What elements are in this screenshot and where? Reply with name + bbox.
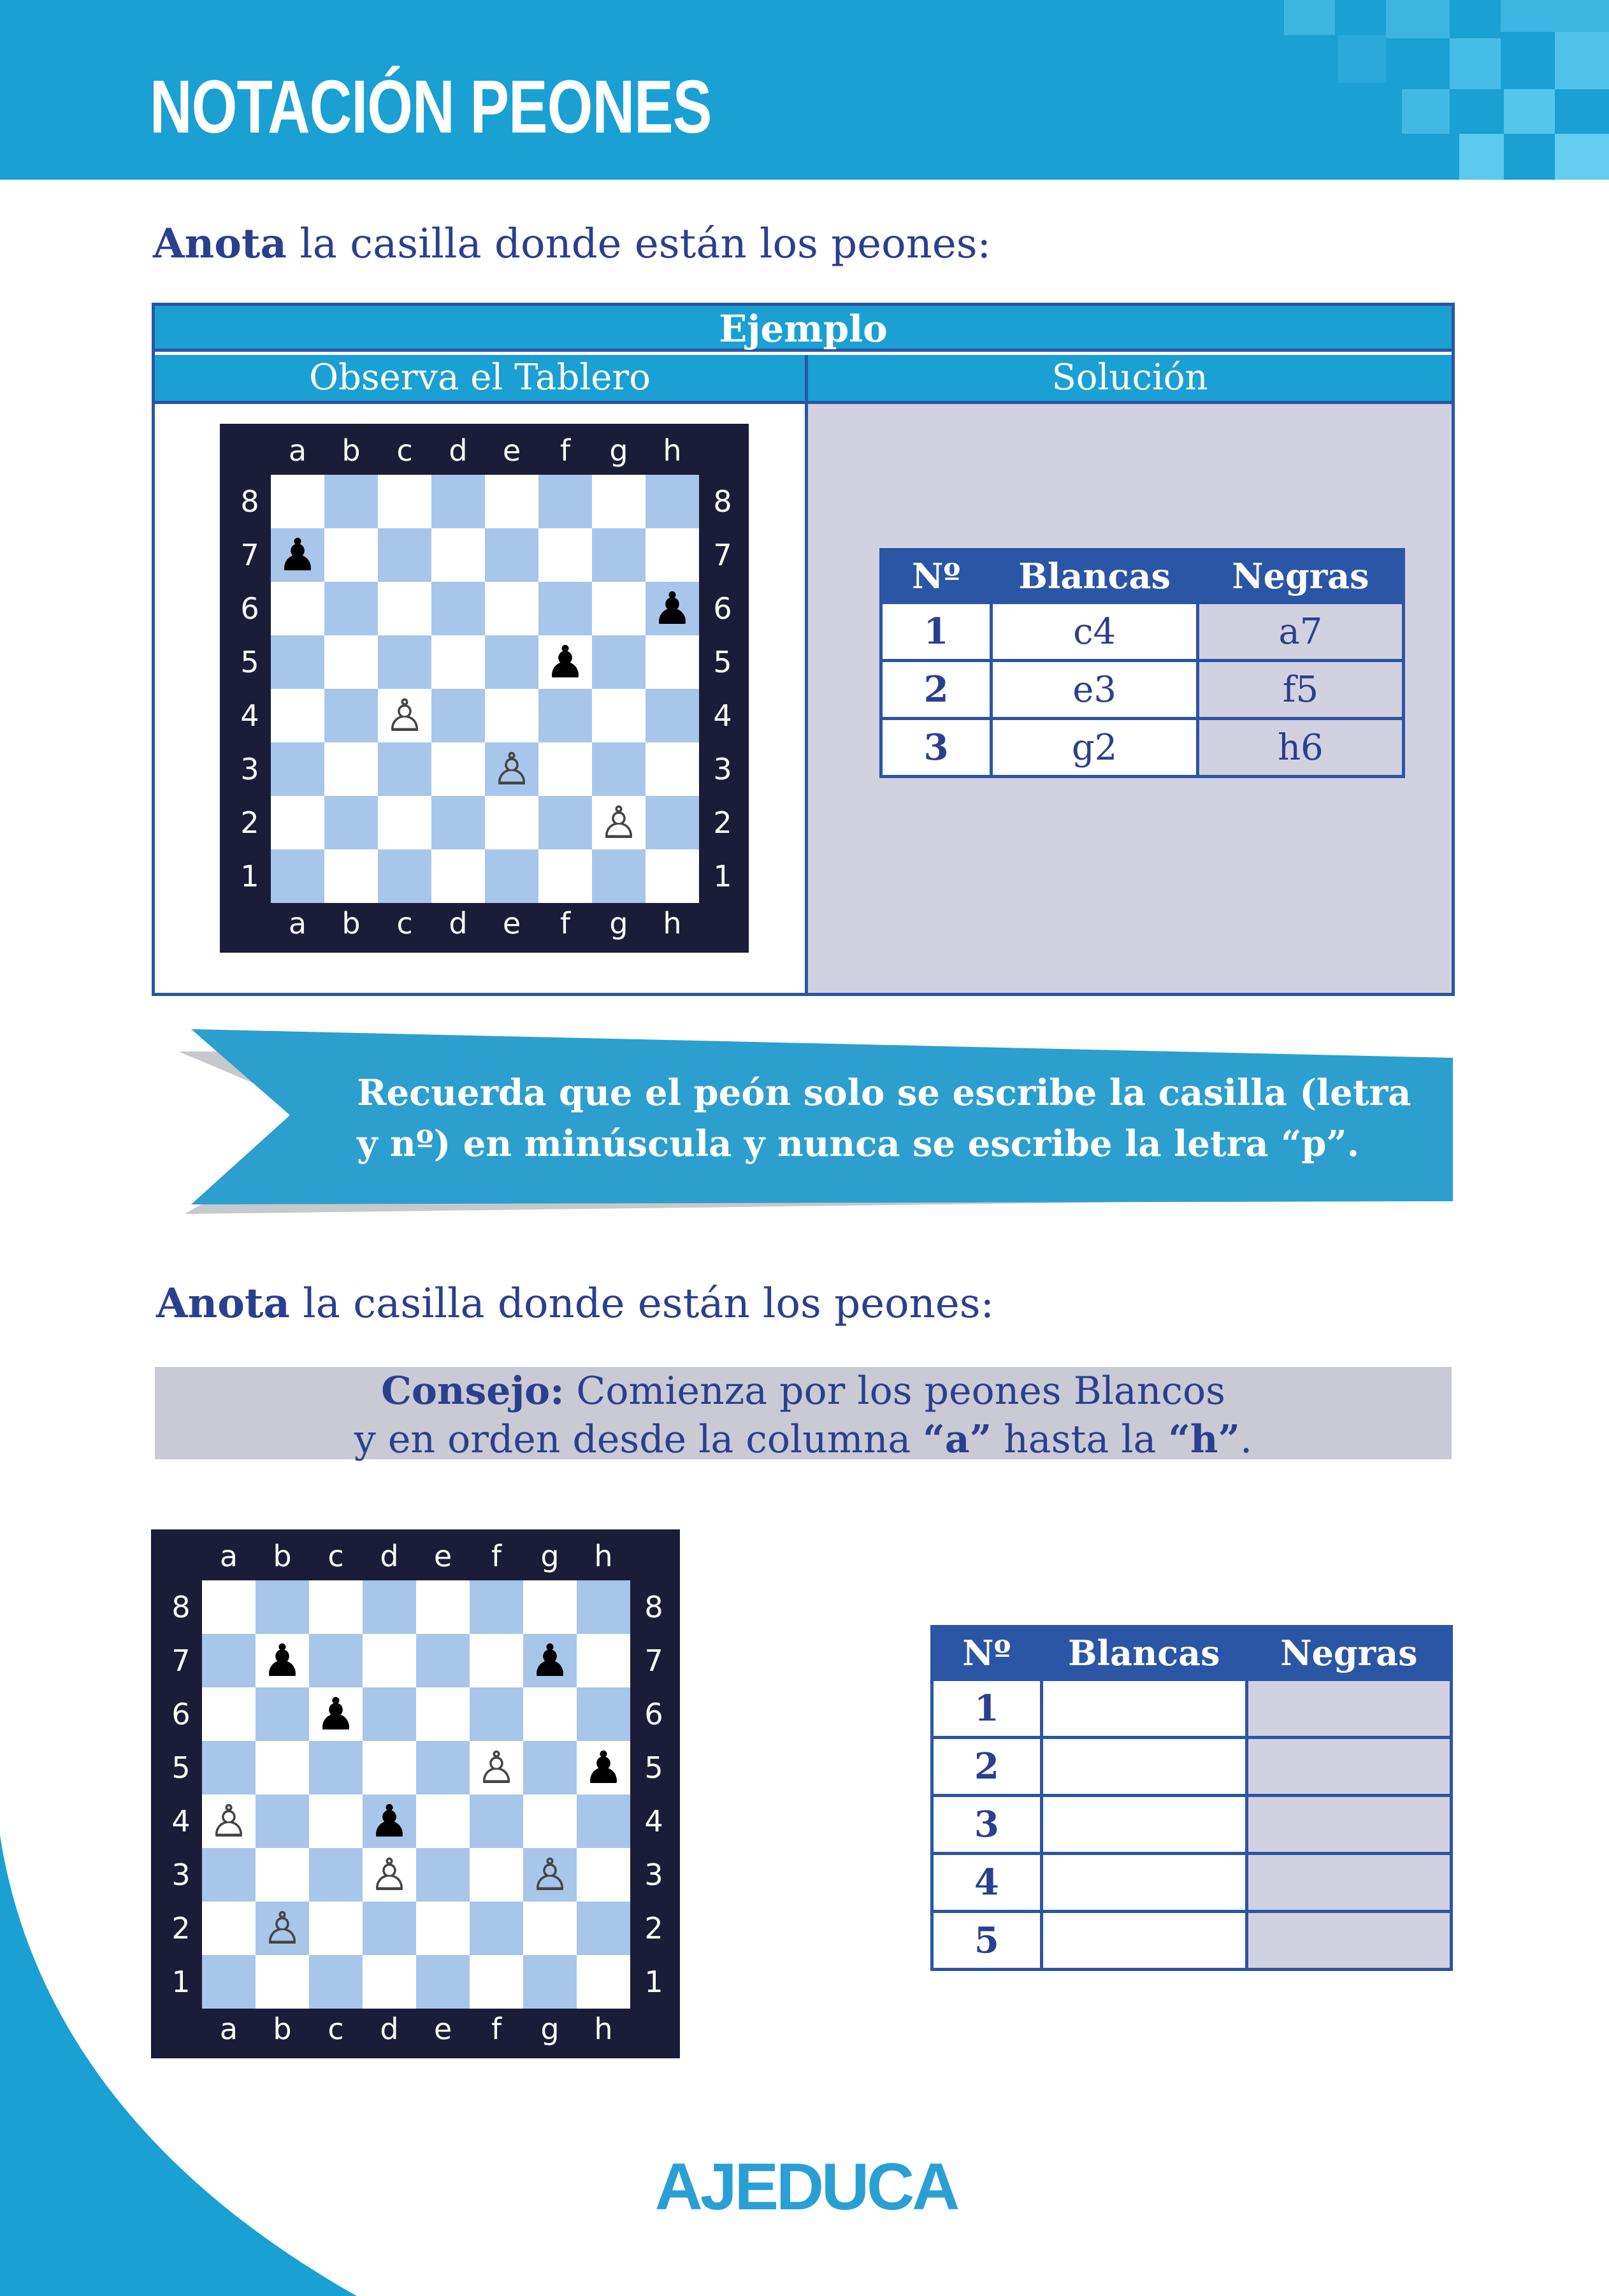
square-d3 bbox=[431, 742, 485, 796]
square-h1 bbox=[646, 849, 699, 903]
black-answer-input[interactable] bbox=[1246, 1738, 1451, 1796]
white-pawn-icon: ♙ bbox=[598, 797, 639, 849]
square-d4 bbox=[431, 689, 485, 742]
table-row bbox=[932, 1854, 1452, 1912]
square-g5 bbox=[592, 635, 646, 689]
square-e7 bbox=[416, 1634, 470, 1687]
rank-label: 7 bbox=[240, 538, 259, 572]
file-label: e bbox=[433, 1539, 452, 1573]
square-b3 bbox=[256, 1848, 309, 1902]
black-pawn-icon: ♟ bbox=[530, 1635, 570, 1687]
row-number: 1 bbox=[881, 603, 992, 661]
rank-label: 3 bbox=[713, 752, 732, 786]
rank-label: 2 bbox=[240, 805, 259, 840]
row-number: 4 bbox=[932, 1854, 1042, 1912]
white-pawn-icon: ♙ bbox=[491, 743, 532, 795]
row-number: 3 bbox=[881, 719, 992, 777]
file-label: d bbox=[449, 906, 468, 941]
square-f8 bbox=[470, 1580, 523, 1634]
square-g1 bbox=[592, 849, 646, 903]
black-pawn-icon: ♟ bbox=[277, 529, 318, 581]
file-label: e bbox=[433, 2012, 452, 2046]
svg-text:AJEDUCA: AJEDUCA bbox=[654, 2150, 958, 2224]
rank-label: 4 bbox=[644, 1804, 663, 1838]
rank-label: 5 bbox=[240, 645, 259, 679]
square-g6 bbox=[523, 1687, 577, 1741]
square-d7 bbox=[363, 1634, 416, 1687]
black-pawn-icon: ♟ bbox=[369, 1795, 410, 1847]
square-e6 bbox=[485, 582, 538, 635]
file-label: c bbox=[328, 2012, 344, 2046]
square-a2 bbox=[202, 1902, 256, 1955]
square-d8 bbox=[431, 475, 485, 528]
square-d5 bbox=[363, 1741, 416, 1794]
file-label: g bbox=[609, 433, 628, 468]
example-title: Ejemplo bbox=[155, 306, 1452, 352]
square-e5 bbox=[416, 1741, 470, 1794]
rank-label: 2 bbox=[171, 1911, 191, 1946]
rank-label: 2 bbox=[713, 805, 732, 840]
square-b5 bbox=[256, 1741, 309, 1794]
file-label: a bbox=[288, 433, 307, 468]
square-e6 bbox=[416, 1687, 470, 1741]
black-answer-input[interactable] bbox=[1246, 1796, 1451, 1854]
exercise-answer-table bbox=[930, 1625, 1453, 1971]
black-pawn-icon: ♟ bbox=[583, 1742, 624, 1794]
black-answer-input[interactable] bbox=[1246, 1680, 1451, 1738]
rank-label: 8 bbox=[713, 484, 732, 519]
file-label: b bbox=[273, 1539, 292, 1573]
square-f6 bbox=[538, 582, 592, 635]
square-e2 bbox=[416, 1902, 470, 1955]
file-label: c bbox=[396, 433, 413, 468]
file-label: g bbox=[540, 2012, 559, 2046]
black-pawn-icon: ♟ bbox=[652, 582, 693, 635]
table-row bbox=[881, 719, 1404, 777]
square-d6 bbox=[431, 582, 485, 635]
rank-label: 1 bbox=[644, 1965, 663, 1999]
square-f8 bbox=[538, 475, 592, 528]
rank-label: 3 bbox=[644, 1858, 663, 1892]
square-d5 bbox=[431, 635, 485, 689]
white-pawn-icon: ♙ bbox=[262, 1902, 303, 1954]
square-b8 bbox=[256, 1580, 309, 1634]
file-label: g bbox=[540, 1539, 559, 1573]
col-header-white: Blancas bbox=[992, 550, 1198, 603]
col-header-black: Negras bbox=[1197, 550, 1403, 603]
rank-label: 3 bbox=[171, 1858, 191, 1892]
square-g2 bbox=[523, 1902, 577, 1955]
file-label: c bbox=[328, 1539, 344, 1573]
square-b7 bbox=[324, 528, 378, 582]
white-move: e3 bbox=[992, 661, 1198, 719]
black-answer-input[interactable] bbox=[1246, 1854, 1451, 1912]
page-header bbox=[0, 0, 1609, 180]
rank-label: 3 bbox=[240, 752, 259, 786]
square-d1 bbox=[363, 1955, 416, 2009]
file-label: f bbox=[559, 433, 571, 468]
example-board-heading: Observa el Tablero bbox=[155, 355, 805, 401]
white-move: g2 bbox=[992, 719, 1198, 777]
square-c8 bbox=[378, 475, 431, 528]
square-g7 bbox=[592, 528, 646, 582]
black-pawn-icon: ♟ bbox=[315, 1688, 356, 1740]
square-e4 bbox=[416, 1794, 470, 1848]
row-number: 5 bbox=[932, 1912, 1042, 1970]
rank-label: 1 bbox=[171, 1965, 191, 1999]
square-f6 bbox=[470, 1687, 523, 1741]
instruction-text-2: Anota la casilla donde están los peones: bbox=[156, 1280, 995, 1327]
square-e1 bbox=[485, 849, 538, 903]
square-f2 bbox=[538, 796, 592, 849]
white-answer-input[interactable] bbox=[1041, 1738, 1246, 1796]
square-b4 bbox=[324, 689, 378, 742]
square-h6 bbox=[577, 1687, 630, 1741]
square-c3 bbox=[309, 1848, 363, 1902]
square-c7 bbox=[309, 1634, 363, 1687]
rank-label: 2 bbox=[644, 1911, 663, 1946]
table-row bbox=[932, 1738, 1452, 1796]
black-pawn-icon: ♟ bbox=[545, 636, 586, 688]
square-h2 bbox=[577, 1902, 630, 1955]
square-a1 bbox=[202, 1955, 256, 2009]
col-header-black: Negras bbox=[1246, 1627, 1451, 1680]
square-a2 bbox=[271, 796, 324, 849]
table-row bbox=[881, 661, 1404, 719]
square-a3 bbox=[202, 1848, 256, 1902]
square-c7 bbox=[378, 528, 431, 582]
black-pawn-icon: ♟ bbox=[262, 1635, 303, 1687]
square-f7 bbox=[470, 1634, 523, 1687]
page-title: NOTACIÓN PEONES bbox=[150, 65, 712, 149]
square-f4 bbox=[538, 689, 592, 742]
square-e8 bbox=[416, 1580, 470, 1634]
square-f1 bbox=[538, 849, 592, 903]
square-b6 bbox=[256, 1687, 309, 1741]
square-d2 bbox=[363, 1902, 416, 1955]
rank-label: 8 bbox=[644, 1590, 663, 1624]
white-answer-input[interactable] bbox=[1041, 1680, 1246, 1738]
square-e8 bbox=[485, 475, 538, 528]
example-solution-heading: Solución bbox=[805, 355, 1452, 401]
square-g6 bbox=[592, 582, 646, 635]
square-d7 bbox=[431, 528, 485, 582]
square-h5 bbox=[646, 635, 699, 689]
square-g4 bbox=[592, 689, 646, 742]
square-a4 bbox=[271, 689, 324, 742]
square-b8 bbox=[324, 475, 378, 528]
row-number: 2 bbox=[881, 661, 992, 719]
square-a6 bbox=[202, 1687, 256, 1741]
square-g1 bbox=[523, 1955, 577, 2009]
square-a5 bbox=[202, 1741, 256, 1794]
rank-label: 7 bbox=[644, 1643, 663, 1678]
file-label: d bbox=[380, 2012, 399, 2046]
col-header-white: Blancas bbox=[1041, 1627, 1246, 1680]
square-e7 bbox=[485, 528, 538, 582]
square-e2 bbox=[485, 796, 538, 849]
rank-label: 1 bbox=[240, 859, 259, 893]
table-row bbox=[932, 1796, 1452, 1854]
white-answer-input[interactable] bbox=[1041, 1796, 1246, 1854]
white-pawn-icon: ♙ bbox=[476, 1742, 517, 1794]
square-c8 bbox=[309, 1580, 363, 1634]
file-label: h bbox=[594, 2012, 613, 2046]
file-label: c bbox=[396, 906, 413, 941]
square-e1 bbox=[416, 1955, 470, 2009]
black-move: h6 bbox=[1197, 719, 1403, 777]
file-label: a bbox=[288, 906, 307, 941]
square-f4 bbox=[470, 1794, 523, 1848]
square-f3 bbox=[538, 742, 592, 796]
square-h7 bbox=[646, 528, 699, 582]
exercise-chess-board bbox=[151, 1529, 680, 2058]
square-g4 bbox=[523, 1794, 577, 1848]
square-h8 bbox=[577, 1580, 630, 1634]
rank-label: 8 bbox=[240, 484, 259, 519]
white-answer-input[interactable] bbox=[1041, 1912, 1246, 1970]
square-f7 bbox=[538, 528, 592, 582]
square-b2 bbox=[324, 796, 378, 849]
file-label: e bbox=[502, 433, 521, 468]
black-answer-input[interactable] bbox=[1246, 1912, 1451, 1970]
square-h1 bbox=[577, 1955, 630, 2009]
square-h7 bbox=[577, 1634, 630, 1687]
square-g8 bbox=[592, 475, 646, 528]
instruction-text-1: Anota la casilla donde están los peones: bbox=[153, 220, 992, 268]
reminder-text: Recuerda que el peón solo se escribe la casilla (letra y nº) en minúscula y nunca se escribe la letra “p”. bbox=[357, 1072, 1411, 1165]
square-g8 bbox=[523, 1580, 577, 1634]
square-f1 bbox=[470, 1955, 523, 2009]
rank-label: 4 bbox=[713, 698, 732, 733]
square-c2 bbox=[309, 1902, 363, 1955]
rank-label: 6 bbox=[644, 1697, 663, 1731]
square-a5 bbox=[271, 635, 324, 689]
square-d8 bbox=[363, 1580, 416, 1634]
square-a1 bbox=[271, 849, 324, 903]
square-h3 bbox=[577, 1848, 630, 1902]
rank-label: 4 bbox=[171, 1804, 191, 1838]
rank-label: 6 bbox=[713, 591, 732, 626]
rank-label: 6 bbox=[171, 1697, 191, 1731]
example-solution-table bbox=[879, 548, 1405, 778]
white-answer-input[interactable] bbox=[1041, 1854, 1246, 1912]
rank-label: 5 bbox=[644, 1751, 663, 1785]
file-label: h bbox=[663, 433, 682, 468]
file-label: a bbox=[219, 2012, 238, 2046]
row-number: 2 bbox=[932, 1738, 1042, 1796]
rank-label: 6 bbox=[240, 591, 259, 626]
rank-label: 5 bbox=[171, 1751, 191, 1785]
square-g3 bbox=[592, 742, 646, 796]
square-h2 bbox=[646, 796, 699, 849]
square-a8 bbox=[202, 1580, 256, 1634]
square-a7 bbox=[202, 1634, 256, 1687]
square-a6 bbox=[271, 582, 324, 635]
table-row bbox=[932, 1680, 1452, 1738]
file-label: h bbox=[594, 1539, 613, 1573]
square-a8 bbox=[271, 475, 324, 528]
square-e3 bbox=[416, 1848, 470, 1902]
square-b1 bbox=[256, 1955, 309, 2009]
file-label: g bbox=[609, 906, 628, 941]
row-number: 3 bbox=[932, 1796, 1042, 1854]
row-number: 1 bbox=[932, 1680, 1042, 1738]
white-pawn-icon: ♙ bbox=[369, 1849, 410, 1901]
white-move: c4 bbox=[992, 603, 1198, 661]
square-h3 bbox=[646, 742, 699, 796]
square-g5 bbox=[523, 1741, 577, 1794]
rank-label: 1 bbox=[713, 859, 732, 893]
square-c5 bbox=[378, 635, 431, 689]
square-c1 bbox=[309, 1955, 363, 2009]
table-row bbox=[881, 603, 1404, 661]
black-move: f5 bbox=[1197, 661, 1403, 719]
square-f3 bbox=[470, 1848, 523, 1902]
file-label: a bbox=[219, 1539, 238, 1573]
rank-label: 7 bbox=[171, 1643, 191, 1678]
square-b1 bbox=[324, 849, 378, 903]
file-label: e bbox=[502, 906, 521, 941]
square-c2 bbox=[378, 796, 431, 849]
file-label: f bbox=[491, 1539, 502, 1573]
square-c5 bbox=[309, 1741, 363, 1794]
square-b5 bbox=[324, 635, 378, 689]
square-b3 bbox=[324, 742, 378, 796]
black-move: a7 bbox=[1197, 603, 1403, 661]
col-header-number: Nº bbox=[932, 1627, 1042, 1680]
square-d6 bbox=[363, 1687, 416, 1741]
tip-box: Consejo: Comienza por los peones Blancos y en orden desde la columna “a” hasta la “h”. bbox=[155, 1367, 1452, 1459]
ajeduca-logo bbox=[654, 2150, 958, 2224]
col-header-number: Nº bbox=[881, 550, 992, 603]
file-label: d bbox=[380, 1539, 399, 1573]
square-f2 bbox=[470, 1902, 523, 1955]
file-label: b bbox=[273, 2012, 292, 2046]
table-row bbox=[932, 1912, 1452, 1970]
white-pawn-icon: ♙ bbox=[208, 1795, 249, 1847]
rank-label: 5 bbox=[713, 645, 732, 679]
file-label: b bbox=[342, 433, 361, 468]
square-d2 bbox=[431, 796, 485, 849]
square-e5 bbox=[485, 635, 538, 689]
file-label: f bbox=[491, 2012, 502, 2046]
square-b6 bbox=[324, 582, 378, 635]
square-h8 bbox=[646, 475, 699, 528]
square-e4 bbox=[485, 689, 538, 742]
square-b4 bbox=[256, 1794, 309, 1848]
file-label: h bbox=[663, 906, 682, 941]
rank-label: 7 bbox=[713, 538, 732, 572]
example-chess-board bbox=[220, 424, 749, 953]
square-d1 bbox=[431, 849, 485, 903]
square-h4 bbox=[577, 1794, 630, 1848]
square-c1 bbox=[378, 849, 431, 903]
square-a3 bbox=[271, 742, 324, 796]
square-c3 bbox=[378, 742, 431, 796]
white-pawn-icon: ♙ bbox=[530, 1849, 570, 1901]
file-label: f bbox=[559, 906, 571, 941]
square-c4 bbox=[309, 1794, 363, 1848]
file-label: b bbox=[342, 906, 361, 941]
square-h4 bbox=[646, 689, 699, 742]
square-c6 bbox=[378, 582, 431, 635]
rank-label: 8 bbox=[171, 1590, 191, 1624]
rank-label: 4 bbox=[240, 698, 259, 733]
white-pawn-icon: ♙ bbox=[384, 690, 425, 742]
file-label: d bbox=[449, 433, 468, 468]
